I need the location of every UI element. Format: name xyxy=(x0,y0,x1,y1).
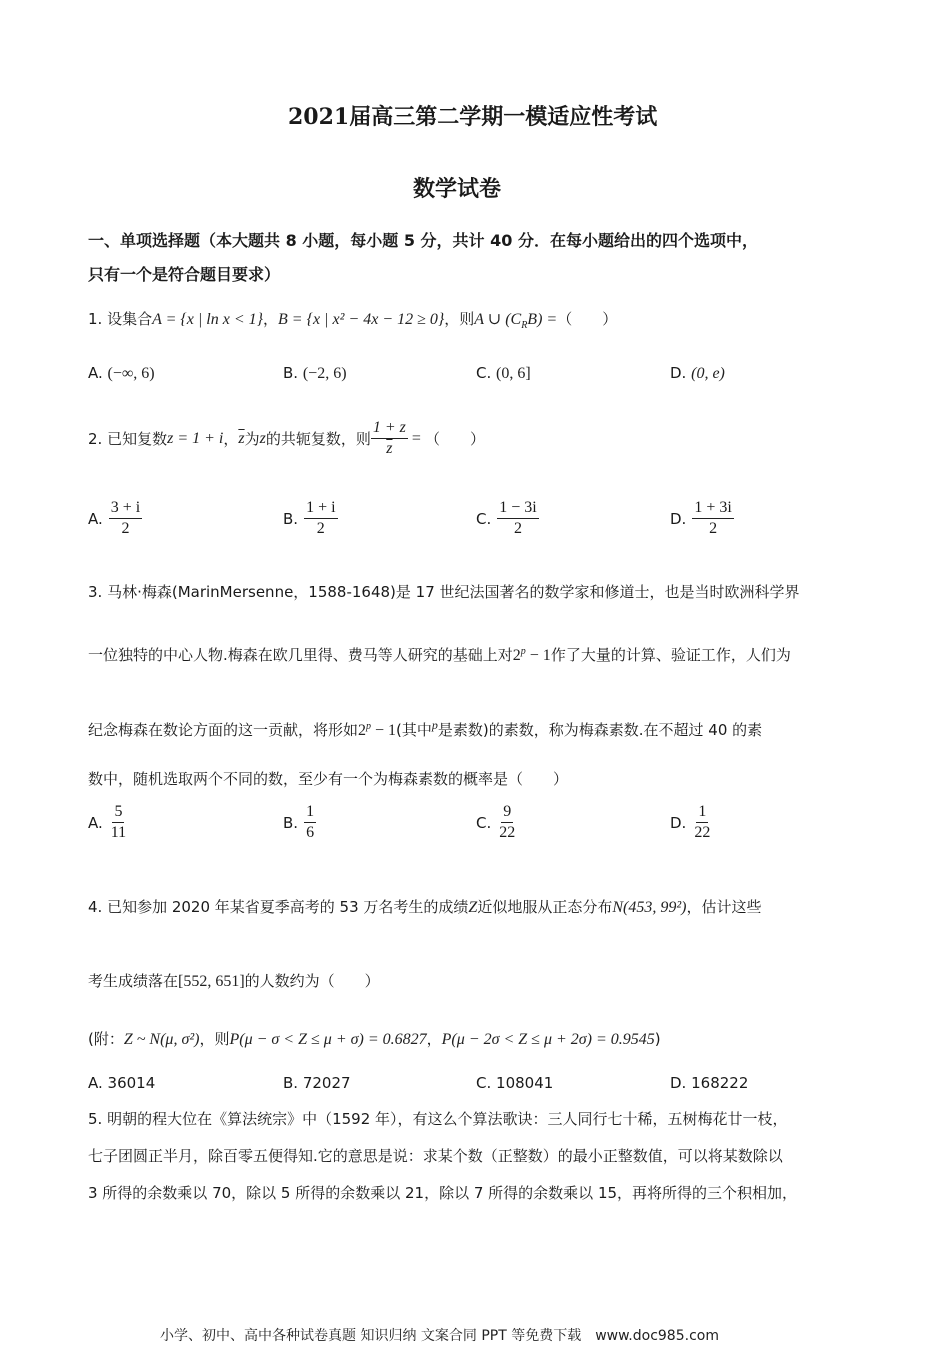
option-label: D. xyxy=(670,509,687,528)
q1-option-c[interactable] xyxy=(476,364,531,383)
frac-den: 2 xyxy=(121,520,130,537)
q4-line1b: 近似地服从正态分布 xyxy=(477,898,613,916)
q1-set-b: B = {x | x² − 4x − 12 ≥ 0} xyxy=(278,311,445,328)
frac-num: 1 xyxy=(304,802,316,823)
q1-option-b[interactable] xyxy=(283,364,347,383)
frac-num: 9 xyxy=(501,802,513,823)
frac-num: 5 xyxy=(112,802,124,823)
q3-expr-exp-2: p xyxy=(366,721,372,732)
q3-line1: 3. 马林·梅森(MarinMersenne，1588-1648)是 17 世纪法国著名的数学家和修道士，也是当时欧洲科学界 xyxy=(88,583,800,601)
option-label: D. xyxy=(670,364,687,382)
q3-expr-base-2: 2 xyxy=(358,722,367,739)
q4-option-a[interactable] xyxy=(88,1074,155,1092)
q1-mid: ，则 xyxy=(444,310,475,328)
q3-line3 xyxy=(88,718,762,740)
q1-prefix: 1. 设集合 xyxy=(88,310,153,328)
q4-note-p1: P(μ − σ < Z ≤ μ + σ) = 0.6827 xyxy=(229,1031,427,1048)
option-fraction xyxy=(497,498,538,539)
q3-line3b: (其中 xyxy=(396,721,432,739)
q3-line2b: 作了大量的计算、验证工作，人们为 xyxy=(550,646,791,664)
q2-frac-num: 1 + z xyxy=(371,418,408,439)
q1-option-d[interactable] xyxy=(670,364,725,383)
option-label: B. xyxy=(283,1074,299,1092)
q3-line4: 数中，随机选取两个不同的数，至少有一个为梅森素数的概率是（ ） xyxy=(88,770,569,788)
option-label: B. xyxy=(283,813,299,832)
q3-expr-exp: p xyxy=(520,646,526,657)
q3-line3c: 是素数)的素数，称为梅森素数.在不超过 40 的素 xyxy=(437,721,763,739)
q5-line1: 5. 明朝的程大位在《算法统宗》中（1592 年），有这么个算法歌诀：三人同行七十稀，五树梅花廿一枝， xyxy=(88,1110,788,1128)
q4-note-p2: P(μ − 2σ < Z ≤ μ + 2σ) = 0.9545 xyxy=(441,1031,655,1048)
q4-dist: N(453, 99²) xyxy=(612,899,687,916)
q4-line1c: ，估计这些 xyxy=(686,898,762,916)
q4-line1 xyxy=(88,896,761,917)
frac-num: 1 + i xyxy=(304,498,337,519)
frac-den: 2 xyxy=(316,520,325,537)
q2-option-a[interactable] xyxy=(88,498,142,539)
q2-option-d[interactable] xyxy=(670,498,734,539)
option-label: B. xyxy=(283,509,299,528)
option-value: 108041 xyxy=(496,1074,554,1092)
question-2 xyxy=(88,418,485,459)
frac-den: 2 xyxy=(709,520,718,537)
frac-num: 1 xyxy=(696,802,708,823)
q4-note-dist: Z ~ N(μ, σ²) xyxy=(123,1031,200,1048)
option-label: A. xyxy=(88,813,103,832)
frac-num: 1 + 3i xyxy=(692,498,733,519)
option-value: (0, 6] xyxy=(496,365,531,382)
frac-num: 3 + i xyxy=(109,498,142,519)
q2-mid3: 的共轭复数，则 xyxy=(265,430,371,448)
option-label: B. xyxy=(283,364,299,382)
q4-option-d[interactable] xyxy=(670,1074,748,1092)
footer-link[interactable]: 小学、初中、高中各种试卷真题 知识归纳 文案合同 PPT 等免费下载 www.doc985.com xyxy=(160,1328,719,1344)
frac-num: 1 − 3i xyxy=(497,498,538,519)
option-label: C. xyxy=(476,813,492,832)
q2-z2: z xyxy=(259,429,266,447)
q4-line1a: 4. 已知参加 2020 年某省夏季高考的 53 万名考生的成绩 xyxy=(88,898,469,916)
option-label: D. xyxy=(670,813,687,832)
q2-option-b[interactable] xyxy=(283,498,338,539)
question-1 xyxy=(88,308,617,331)
q2-fraction xyxy=(371,418,408,459)
q5-line3: 3 所得的余数乘以 70，除以 5 所得的余数乘以 21，除以 7 所得的余数乘以 15，再将所得的三个积相加， xyxy=(88,1184,798,1202)
q2-mid1: ， xyxy=(223,430,239,448)
option-fraction xyxy=(692,498,733,539)
option-fraction xyxy=(109,802,128,843)
frac-den: 2 xyxy=(513,520,522,537)
option-label: C. xyxy=(476,1074,492,1092)
exam-title: 2021届高三第二学期一模适应性考试 xyxy=(288,104,658,130)
q2-eq: = xyxy=(411,429,421,447)
q3-option-a[interactable] xyxy=(88,802,128,843)
q3-line2a: 一位独特的中心人物.梅森在欧几里得、费马等人研究的基础上对 xyxy=(88,646,513,664)
q1-sub: R xyxy=(521,320,528,331)
option-value: 168222 xyxy=(691,1074,749,1092)
section-heading-line1: 一、单项选择题（本大题共 8 小题，每小题 5 分，共计 40 分．在每小题给出的四个选项中， xyxy=(88,231,758,250)
q4-option-b[interactable] xyxy=(283,1074,351,1092)
q4-line2a: 考生成绩落在 xyxy=(88,972,179,990)
option-label: D. xyxy=(670,1074,687,1092)
q3-line2 xyxy=(88,644,791,665)
q4-line2 xyxy=(88,970,380,991)
q3-expr-base: 2 xyxy=(512,647,521,664)
q3-line3a: 纪念梅森在数论方面的这一贡献，将形如 xyxy=(88,721,359,739)
q3-expr-tail-2: − 1 xyxy=(371,722,397,739)
q1-expr2: B) = xyxy=(527,311,558,328)
q2-prefix: 2. 已知复数 xyxy=(88,430,168,448)
q1-paren: （ ） xyxy=(557,310,618,328)
option-value: 36014 xyxy=(107,1074,156,1092)
option-value: (−∞, 6) xyxy=(107,365,155,382)
q1-sep: ， xyxy=(263,310,279,328)
q3-expr-tail: − 1 xyxy=(525,647,551,664)
q4-z: Z xyxy=(468,899,478,916)
q1-set-a: A = {x | ln x < 1} xyxy=(152,311,264,328)
q4-note-mid: ，则 xyxy=(199,1030,230,1048)
option-label: C. xyxy=(476,364,492,382)
option-value: 72027 xyxy=(302,1074,351,1092)
frac-den: 22 xyxy=(694,824,711,841)
q4-interval: [552, 651] xyxy=(178,973,245,990)
q3-option-d[interactable] xyxy=(670,802,712,843)
q2-mid2: 为 xyxy=(244,430,260,448)
option-fraction xyxy=(692,802,712,843)
option-label: A. xyxy=(88,364,103,382)
frac-den: 6 xyxy=(306,824,315,841)
q4-option-c[interactable] xyxy=(476,1074,553,1092)
exam-subtitle: 数学试卷 xyxy=(413,176,502,202)
q3-option-b[interactable] xyxy=(283,802,316,843)
option-label: A. xyxy=(88,509,103,528)
q4-note-end: ) xyxy=(654,1030,661,1048)
q2-option-c[interactable] xyxy=(476,498,539,539)
q5-line2: 七子团圆正半月，除百零五便得知.它的意思是说：求某个数（正整数）的最小正整数值，可以将某数除以 xyxy=(88,1147,783,1165)
q4-note-sep: ， xyxy=(426,1030,442,1048)
q4-note-pre: (附： xyxy=(88,1030,124,1048)
q4-note xyxy=(88,1028,661,1049)
option-value: (−2, 6) xyxy=(302,365,347,382)
q2-paren: （ ） xyxy=(424,430,485,448)
q2-frac-den: z xyxy=(386,440,393,457)
option-fraction xyxy=(109,498,142,539)
frac-den: 11 xyxy=(110,824,127,841)
option-fraction xyxy=(304,498,337,539)
q1-expr: A ∪ (C xyxy=(474,311,522,328)
q2-zbar: $\overline{z}$ xyxy=(238,429,245,447)
option-fraction xyxy=(304,802,316,843)
q3-p: p xyxy=(431,718,438,732)
option-label: A. xyxy=(88,1074,103,1092)
q3-option-c[interactable] xyxy=(476,802,517,843)
q1-option-a[interactable] xyxy=(88,364,155,383)
option-label: C. xyxy=(476,509,492,528)
frac-den: 22 xyxy=(499,824,516,841)
section-heading-line2: 只有一个是符合题目要求） xyxy=(88,265,281,284)
q4-line2b: 的人数约为（ ） xyxy=(244,972,380,990)
option-fraction xyxy=(497,802,517,843)
option-value: (0, e) xyxy=(691,365,725,382)
q2-z: z = 1 + i xyxy=(167,429,224,447)
